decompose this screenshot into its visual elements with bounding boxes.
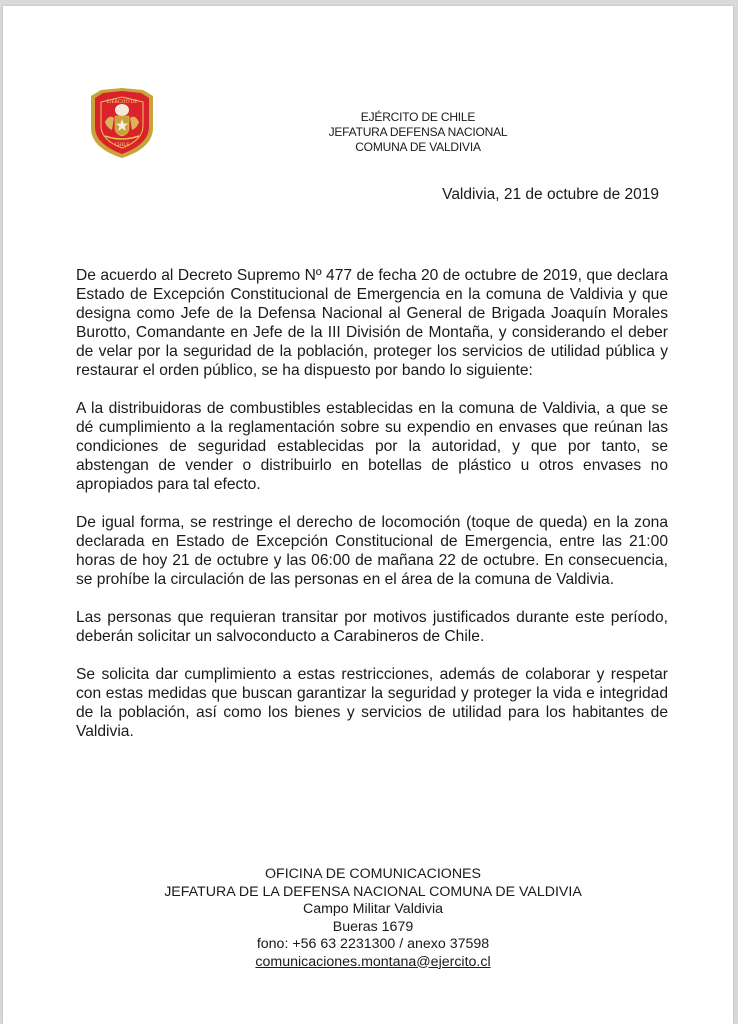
paragraph-safe-conduct: Las personas que requieran transitar por motivos justificados durante este período, deberán solicitar un salvoconducto a Carabineros de Chile. — [76, 609, 668, 645]
crest-text-bottom: CHILE — [114, 143, 130, 148]
header-line-1: EJÉRCITO DE CHILE — [360, 110, 476, 124]
footer-address: Bueras 1679 — [332, 918, 414, 935]
paragraph-compliance: Se solicita dar cumplimiento a estas restricciones, además de colaborar y respetar con estas medidas que buscan garantizar la seguridad y proteger la vida e integridad de la población, así como los bienes y servicios de utilidad para los habitantes de Valdivia. — [76, 666, 668, 740]
document-footer — [103, 866, 643, 971]
crest-text-top: EJÉRCITO DE — [106, 100, 138, 105]
letterhead — [303, 110, 533, 155]
document-body — [76, 266, 668, 760]
footer-phone: fono: +56 63 2231300 / anexo 37598 — [256, 936, 490, 952]
paragraph-decree: De acuerdo al Decreto Supremo Nº 477 de fecha 20 de octubre de 2019, que declara Estado de Excepción Constitucional de Emergencia en la comuna de Valdivia y que designa como Jefe de la Defensa Nacional al General de Brigada Joaquín Morales Burotto, Comandante en Jefe de la III División de Montaña, y considerando el deber de velar por la seguridad de la población, proteger los servicios de utilidad pública y restaurar el orden público, se ha dispuesto por bando lo siguiente: — [76, 267, 668, 379]
document-date: Valdivia, 21 de octubre de 2019 — [442, 186, 659, 203]
army-crest-logo — [85, 86, 159, 160]
paragraph-curfew: De igual forma, se restringe el derecho de locomoción (toque de queda) en la zona declarada en Estado de Excepción Constitucional de Emergencia, entre las 21:00 horas de hoy 21 de octubre y las 06:00 de mañana 22 de octubre. En consecuencia, se prohíbe la circulación de las personas en el área de la comuna de Valdivia. — [76, 514, 668, 588]
footer-location: Campo Militar Valdivia — [302, 901, 444, 917]
header-line-2: JEFATURA DEFENSA NACIONAL — [328, 125, 508, 139]
header-line-3: COMUNA DE VALDIVIA — [355, 140, 481, 154]
footer-email-link[interactable]: comunicaciones.montana@ejercito.cl — [255, 953, 491, 970]
footer-office: OFICINA DE COMUNICACIONES — [265, 866, 481, 882]
document-page — [3, 6, 733, 1024]
footer-department: JEFATURA DE LA DEFENSA NACIONAL COMUNA DE VALDIVIA — [164, 883, 582, 900]
paragraph-fuel: A la distribuidoras de combustibles establecidas en la comuna de Valdivia, a que se dé cumplimiento a la reglamentación sobre su expendio en envases que reúnan las condiciones de seguridad establecidas por la autoridad, y que por tanto, se abstengan de vender o distribuirlo en botellas de plástico u otros envases no apropiados para tal efecto. — [76, 400, 668, 493]
